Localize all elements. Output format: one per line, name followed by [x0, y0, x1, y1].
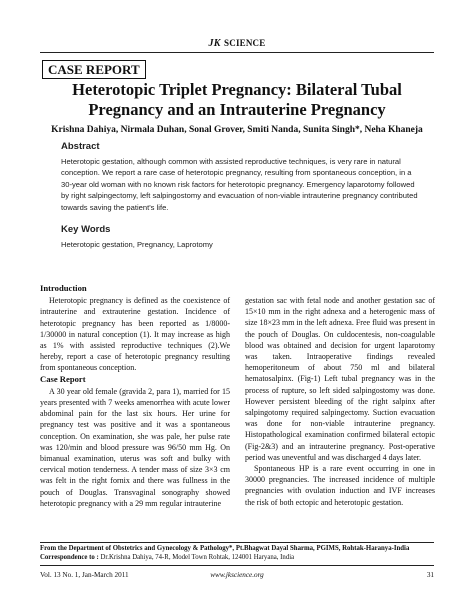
introduction-heading: Introduction — [40, 283, 87, 293]
article-type-badge: CASE REPORT — [42, 60, 146, 79]
header-rule — [40, 52, 434, 53]
page-number: 31 — [426, 571, 434, 579]
article-title — [20, 80, 454, 120]
journal-name: SCIENCE — [224, 38, 266, 48]
journal-header — [0, 38, 474, 49]
abstract-section — [61, 141, 421, 213]
keywords-section — [61, 224, 421, 250]
abstract-text: Heterotopic gestation, although common with assisted reproductive techniques, is very rare in natural conception. We report a rare case of heterotopic pregnancy, resulting from spontaneous conception, in a 30-year old woman with no known risk factors for heterotopic pregnancy. Emergency laparotomy followed by right salpingectomy, left salpingostomy and evacuation of non-viable intrauterine pregnancy contributed towards saving the patient's life. — [61, 156, 418, 212]
correspondence-text: Dr.Krishna Dahiya, 74-R, Model Town Rohtak, 124001 Haryana, India — [100, 554, 295, 561]
abstract-heading: Abstract — [61, 141, 100, 152]
case-report-heading: Case Report — [40, 373, 86, 384]
keywords-text: Heterotopic gestation, Pregnancy, Laprotomy — [61, 239, 213, 249]
title-line-1: Heterotopic Triplet Pregnancy: Bilateral Tubal — [72, 80, 402, 99]
case-report-continued: gestation sac with fetal node and another gestation sac of 15×10 mm in the right adnexa and a heterogenic mass of size 18×23 mm in the left adnexa. Free fluid was present in the pouch of Douglas. On culdocentesis, non-coagulable blood was obtained and decision for urgent laparotomy was taken. Intraoperative findings revealed hemoperitoneum of about 750 ml and bilateral hematosalpinx. (Fig-1) Left tubal pregnancy was in the process of rupture, so left sided salpingostomy was done. However persistent bleeding of the right salpinx after salpingotomy required salpingectomy. Suction evacuation was done for non-viable intrauterine pregnancy. Histopathological examination confirmed bilateral ectopic (Fig-2&3) and an intrauterine pregnancy. Post-operative period was uneventful and was discharged 4 days later. — [245, 296, 435, 462]
discussion-text: Spontaneous HP is a rare event occurring in one in 30000 pregnancies. The increased incidence of multiple pregnancies with ovulation induction and IVF increases the risk of both ectopic and heterotopic gestation. — [245, 464, 435, 507]
correspondence — [40, 553, 440, 562]
affiliation: From the Department of Obstetrics and Gynecology & Pathology*, Pt.Bhagwat Dayal Sharma, PGIMS, Rohtak-Haranya-India — [40, 545, 410, 552]
introduction-text: Heterotopic pregnancy is defined as the coexistence of intrauterine and extrauterine gestation. Incidence of heterotopic pregnancy has been reported as 1/8000-1/30000 in natural conception (1). It may increase as high as 1% with assisted reproductive techniques (2).We hereby, report a case of heterotopic pregnancy resulting from spontaneous conception. — [40, 296, 230, 373]
volume-info: Vol. 13 No. 1, Jan-March 2011 — [40, 571, 129, 579]
journal-logo: JK — [208, 38, 221, 49]
left-column — [40, 283, 230, 509]
correspondence-label: Correspondence to : — [40, 554, 99, 561]
footnote — [40, 544, 440, 562]
author-list: Krishna Dahiya, Nirmala Duhan, Sonal Grover, Smiti Nanda, Sunita Singh*, Neha Khaneja — [51, 125, 423, 135]
case-report-text: A 30 year old female (gravida 2, para 1), married for 15 years presented with 7 weeks amenorrhea with acute lower abdominal pain for the last six hours. Her urine for pregnancy test was positive and it was a spontaneous conception. On examination, she was pale, her pulse rate was 120/min and blood pressure was 96/50 mm Hg. On bimanual examination, uterus was soft and bulky with cervical motion tenderness. A tender mass of size 3×3 cm was felt in the right fornix and there was fullness in the pouch of Douglas. Transvaginal sonography showed heterotopic pregnancy with a 29 mm regular intrauterine — [40, 386, 230, 508]
title-line-2: Pregnancy and an Intrauterine Pregnancy — [88, 100, 386, 119]
right-column — [245, 295, 435, 508]
keywords-heading: Key Words — [61, 224, 111, 235]
footnote-rule — [40, 542, 434, 543]
footer-rule — [40, 565, 434, 566]
website-link[interactable]: www.jkscience.org — [210, 571, 264, 579]
